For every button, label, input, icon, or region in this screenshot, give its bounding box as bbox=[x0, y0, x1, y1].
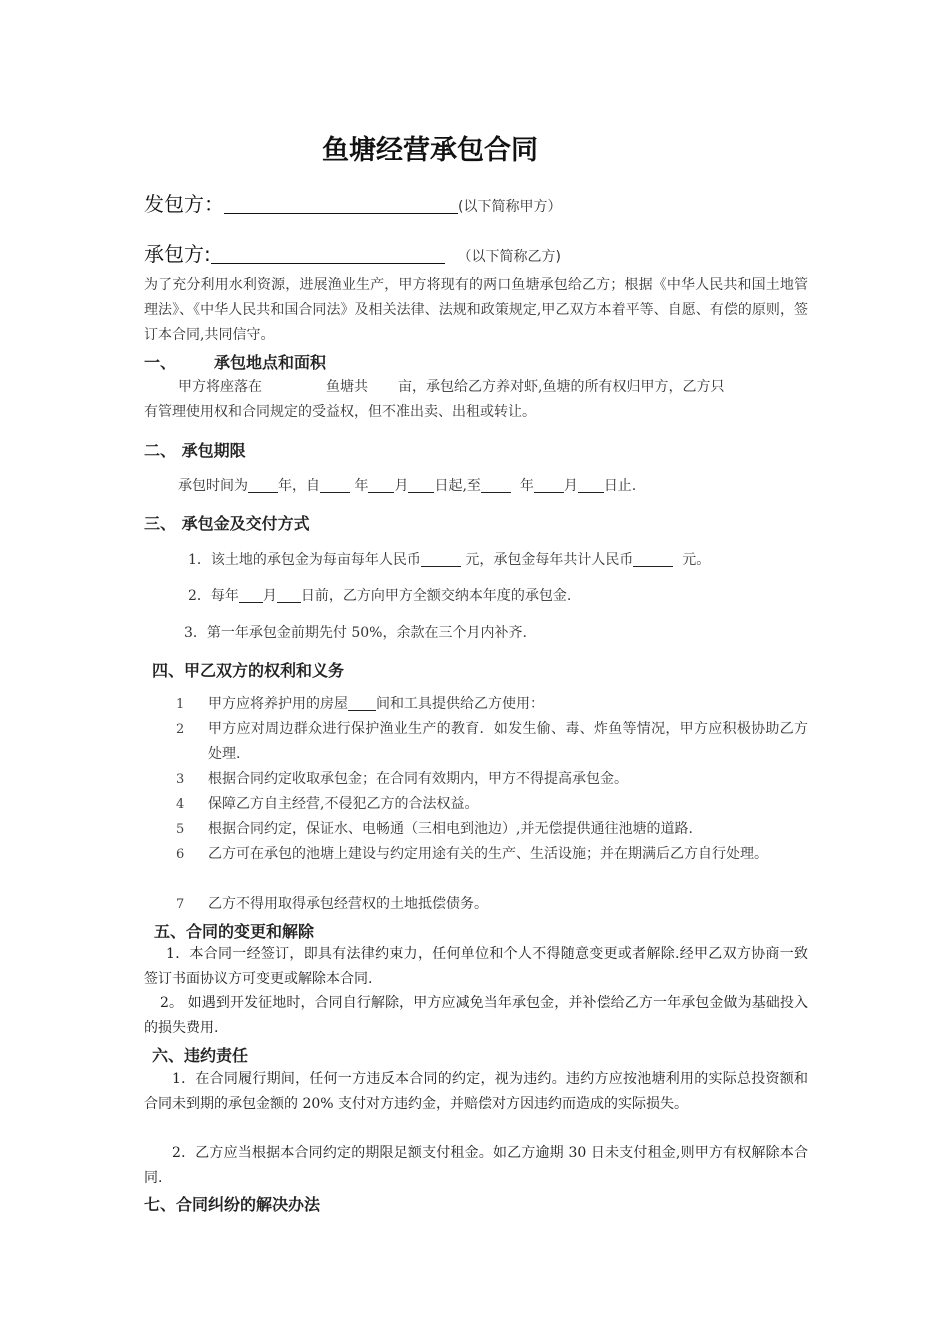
section-1-line-2: 有管理使用权和合同规定的受益权，但不准出卖、出租或转让。 bbox=[144, 404, 536, 420]
start-year-blank[interactable] bbox=[320, 477, 350, 493]
list-item: 乙方不得用取得承包经营权的土地抵偿债务。 bbox=[208, 896, 488, 912]
section-1-title: 承包地点和面积 bbox=[214, 353, 327, 372]
party-b-line bbox=[144, 238, 561, 267]
list-number: 2 bbox=[176, 722, 185, 737]
section-6-paragraph-2: 2．乙方应当根据本合同约定的期限足额支付租金。如乙方逾期 30 日未支付租金,则甲方有权解除本合同. bbox=[144, 1145, 808, 1186]
section-2-heading: 二、 承包期限 bbox=[144, 441, 246, 460]
section-3-item-2: 2．每年 月 日前，乙方向甲方全额交纳本年度的承包金. bbox=[188, 588, 572, 604]
start-month-blank[interactable] bbox=[368, 477, 394, 493]
section-5-paragraph-2: 2。 如遇到开发征地时，合同自行解除，甲方应减免当年承包金，并补偿给乙方一年承包金做为基础投入的损失费用. bbox=[144, 995, 808, 1036]
section-3-heading: 三、 承包金及交付方式 bbox=[144, 514, 310, 533]
end-day-blank[interactable] bbox=[578, 477, 604, 493]
section-3-item-3: 3．第一年承包金前期先付 50%，余款在三个月内补齐. bbox=[184, 625, 527, 641]
list-number: 1 bbox=[176, 697, 185, 712]
party-a-label: 发包方： bbox=[144, 192, 224, 216]
pay-month-blank[interactable] bbox=[239, 587, 263, 603]
list-number: 7 bbox=[176, 897, 185, 912]
section-2-term-line: 承包时间为 年，自 年 月 日起,至 年 月 日止. bbox=[178, 478, 637, 494]
start-day-blank[interactable] bbox=[408, 477, 434, 493]
end-month-blank[interactable] bbox=[534, 477, 564, 493]
section-6-heading: 六、违约责任 bbox=[152, 1046, 249, 1065]
party-a-note: (以下简称甲方） bbox=[458, 199, 562, 215]
section-3-item-1: 1．该土地的承包金为每亩每年人民币 元，承包金每年共计人民币 元。 bbox=[188, 552, 711, 568]
term-years-blank[interactable] bbox=[248, 477, 278, 493]
house-rooms-blank[interactable] bbox=[348, 695, 376, 711]
party-b-blank[interactable] bbox=[211, 243, 445, 264]
list-item: 乙方可在承包的池塘上建设与约定用途有关的生产、生活设施；并在期满后乙方自行处理。 bbox=[208, 846, 768, 862]
intro-paragraph: 为了充分利用水利资源，进展渔业生产，甲方将现有的两口鱼塘承包给乙方；根据《中华人民共和国土地管理法》、《中华人民共和国合同法》及相关法律、法规和政策规定,甲乙双方本着平等、自愿、有偿的原则，签订本合同,共同信守。 bbox=[144, 277, 808, 343]
total-rent-blank[interactable] bbox=[633, 551, 673, 567]
per-mu-rent-blank[interactable] bbox=[421, 551, 461, 567]
party-a-line bbox=[144, 188, 561, 217]
party-a-blank[interactable] bbox=[224, 193, 458, 214]
pay-day-blank[interactable] bbox=[277, 587, 301, 603]
list-number: 3 bbox=[176, 772, 185, 787]
list-item: 甲方应对周边群众进行保护渔业生产的教育．如发生偷、毒、炸鱼等情况，甲方应积极协助乙方处理. bbox=[208, 721, 808, 762]
list-number: 5 bbox=[176, 822, 185, 837]
list-number: 4 bbox=[176, 797, 185, 812]
section-5-heading: 五、合同的变更和解除 bbox=[154, 922, 315, 941]
section-1-number: 一、 bbox=[144, 353, 177, 372]
party-b-label: 承包方: bbox=[144, 242, 211, 266]
party-b-note: （以下简称乙方) bbox=[457, 249, 561, 265]
section-4-heading: 四、甲乙双方的权利和义务 bbox=[152, 661, 345, 680]
end-year-blank[interactable] bbox=[481, 477, 511, 493]
section-5-paragraph-1: 1．本合同一经签订，即具有法律约束力，任何单位和个人不得随意变更或者解除.经甲乙双方协商一致签订书面协议方可变更或解除本合同. bbox=[144, 946, 808, 987]
list-number: 6 bbox=[176, 847, 185, 862]
list-item: 保障乙方自主经营,不侵犯乙方的合法权益。 bbox=[208, 796, 479, 812]
section-1-heading bbox=[144, 350, 326, 373]
list-item: 根据合同约定，保证水、电畅通（三相电到池边）,并无偿提供通往池塘的道路. bbox=[208, 821, 693, 837]
section-6-paragraph-1: 1．在合同履行期间，任何一方违反本合同的约定，视为违约。违约方应按池塘利用的实际总投资额和合同未到期的承包金额的 20% 支付对方违约金，并赔偿对方因违约而造成的实际损失。 bbox=[144, 1071, 808, 1112]
section-7-heading: 七、合同纠纷的解决办法 bbox=[144, 1195, 321, 1214]
document-title: 鱼塘经营承包合同 bbox=[322, 135, 538, 166]
section-1-line-1: 甲方将座落在 鱼塘共 亩，承包给乙方养对虾,鱼塘的所有权归甲方，乙方只 bbox=[178, 379, 725, 395]
list-item: 根据合同约定收取承包金；在合同有效期内，甲方不得提高承包金。 bbox=[208, 771, 628, 787]
list-item: 甲方应将养护用的房屋 间和工具提供给乙方使用： bbox=[208, 696, 544, 712]
